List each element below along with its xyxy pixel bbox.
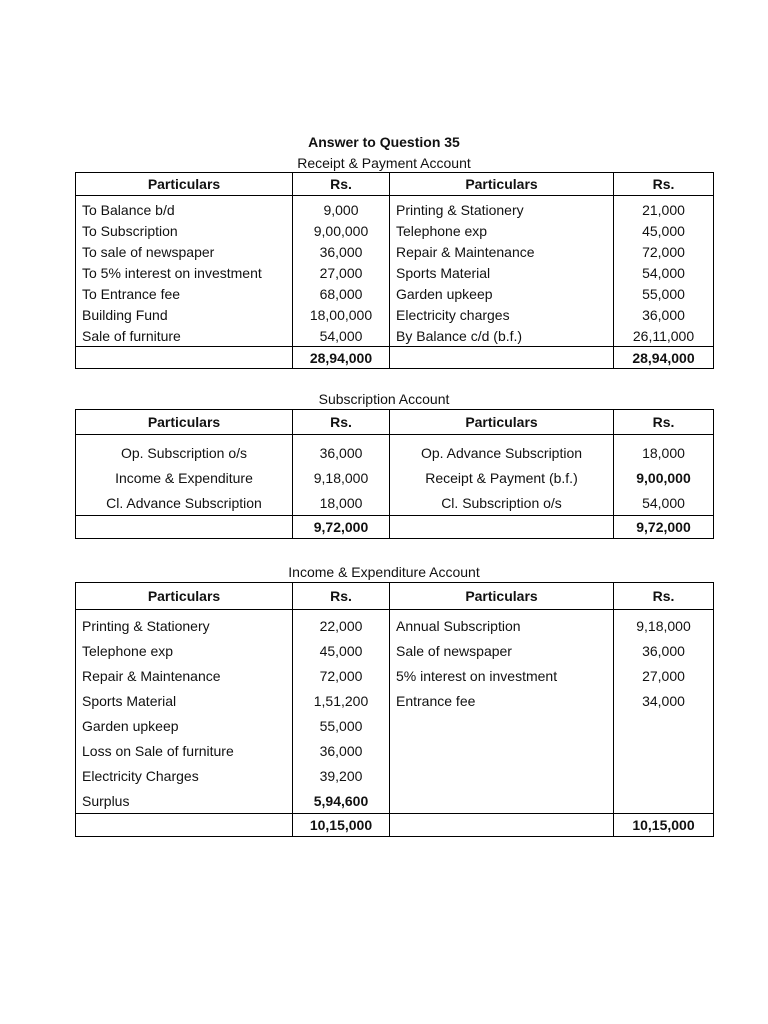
particular-cell: Telephone exp	[390, 220, 614, 241]
table-header-row	[76, 410, 714, 435]
particular-cell: Annual Subscription	[390, 610, 614, 639]
amount-cell	[614, 738, 714, 763]
particular-cell: Telephone exp	[76, 638, 293, 663]
empty-cell	[390, 814, 614, 837]
column-header: Particulars	[76, 410, 293, 435]
particular-cell: To Entrance fee	[76, 283, 293, 304]
particular-cell: To Balance b/d	[76, 196, 293, 221]
table-row	[76, 788, 714, 814]
particular-cell: Electricity charges	[390, 304, 614, 325]
table-row	[76, 713, 714, 738]
total-left: 28,94,000	[293, 347, 390, 369]
amount-cell: 27,000	[614, 663, 714, 688]
amount-cell: 39,200	[293, 763, 390, 788]
total-left: 10,15,000	[293, 814, 390, 837]
table-header-row	[76, 173, 714, 196]
particular-cell: Printing & Stationery	[76, 610, 293, 639]
particular-cell: To sale of newspaper	[76, 241, 293, 262]
amount-cell: 18,00,000	[293, 304, 390, 325]
particular-cell	[390, 763, 614, 788]
table-row	[76, 738, 714, 763]
column-header: Rs.	[293, 173, 390, 196]
column-header: Rs.	[614, 410, 714, 435]
table-row	[76, 304, 714, 325]
amount-cell: 34,000	[614, 688, 714, 713]
amount-cell: 36,000	[614, 638, 714, 663]
table-row	[76, 490, 714, 516]
particular-cell: To Subscription	[76, 220, 293, 241]
column-header: Particulars	[390, 173, 614, 196]
empty-cell	[76, 347, 293, 369]
income-expenditure-table	[75, 582, 714, 837]
table-row	[76, 262, 714, 283]
particular-cell: Income & Expenditure	[76, 465, 293, 490]
column-header: Particulars	[390, 583, 614, 610]
amount-cell: 18,000	[614, 435, 714, 466]
amount-cell: 36,000	[293, 241, 390, 262]
amount-cell: 36,000	[293, 738, 390, 763]
subscription-title: Subscription Account	[318, 391, 450, 407]
total-left: 9,72,000	[293, 516, 390, 539]
column-header: Particulars	[390, 410, 614, 435]
particular-cell: Cl. Subscription o/s	[390, 490, 614, 516]
amount-cell: 9,00,000	[614, 465, 714, 490]
particular-cell: Receipt & Payment (b.f.)	[390, 465, 614, 490]
amount-cell	[614, 763, 714, 788]
amount-cell: 9,000	[293, 196, 390, 221]
amount-cell: 55,000	[614, 283, 714, 304]
amount-cell: 9,18,000	[293, 465, 390, 490]
table-row	[76, 763, 714, 788]
table-row	[76, 241, 714, 262]
table-row	[76, 435, 714, 466]
amount-cell	[614, 713, 714, 738]
column-header: Particulars	[76, 583, 293, 610]
particular-cell: Garden upkeep	[390, 283, 614, 304]
amount-cell: 5,94,600	[293, 788, 390, 814]
amount-cell: 9,00,000	[293, 220, 390, 241]
amount-cell: 68,000	[293, 283, 390, 304]
column-header: Rs.	[293, 583, 390, 610]
table-row	[76, 638, 714, 663]
amount-cell: 36,000	[614, 304, 714, 325]
amount-cell: 45,000	[614, 220, 714, 241]
particular-cell: Sale of newspaper	[390, 638, 614, 663]
amount-cell: 9,18,000	[614, 610, 714, 639]
particular-cell: Repair & Maintenance	[390, 241, 614, 262]
particular-cell: Electricity Charges	[76, 763, 293, 788]
amount-cell: 45,000	[293, 638, 390, 663]
particular-cell: Op. Subscription o/s	[76, 435, 293, 466]
amount-cell: 18,000	[293, 490, 390, 516]
empty-cell	[76, 814, 293, 837]
empty-cell	[76, 516, 293, 539]
column-header: Rs.	[293, 410, 390, 435]
table-row	[76, 610, 714, 639]
amount-cell: 27,000	[293, 262, 390, 283]
receipt-payment-title: Receipt & Payment Account	[297, 155, 471, 171]
amount-cell: 22,000	[293, 610, 390, 639]
table-row	[76, 283, 714, 304]
particular-cell: Op. Advance Subscription	[390, 435, 614, 466]
empty-cell	[390, 347, 614, 369]
table-row	[76, 196, 714, 221]
amount-cell	[614, 788, 714, 814]
column-header: Particulars	[76, 173, 293, 196]
particular-cell: 5% interest on investment	[390, 663, 614, 688]
particular-cell: Loss on Sale of furniture	[76, 738, 293, 763]
particular-cell: Sports Material	[76, 688, 293, 713]
amount-cell: 1,51,200	[293, 688, 390, 713]
amount-cell: 54,000	[614, 490, 714, 516]
amount-cell: 55,000	[293, 713, 390, 738]
particular-cell: Printing & Stationery	[390, 196, 614, 221]
amount-cell: 54,000	[614, 262, 714, 283]
total-right: 28,94,000	[614, 347, 714, 369]
total-right: 9,72,000	[614, 516, 714, 539]
amount-cell: 72,000	[614, 241, 714, 262]
total-right: 10,15,000	[614, 814, 714, 837]
particular-cell: Garden upkeep	[76, 713, 293, 738]
column-header: Rs.	[614, 583, 714, 610]
particular-cell	[390, 713, 614, 738]
particular-cell: Sports Material	[390, 262, 614, 283]
total-row	[76, 814, 714, 837]
amount-cell: 54,000	[293, 325, 390, 347]
particular-cell: Entrance fee	[390, 688, 614, 713]
particular-cell: Sale of furniture	[76, 325, 293, 347]
amount-cell: 21,000	[614, 196, 714, 221]
amount-cell: 26,11,000	[614, 325, 714, 347]
particular-cell: Surplus	[76, 788, 293, 814]
particular-cell: Cl. Advance Subscription	[76, 490, 293, 516]
subscription-table	[75, 409, 714, 539]
particular-cell	[390, 738, 614, 763]
income-expenditure-title: Income & Expenditure Account	[288, 564, 480, 580]
particular-cell: By Balance c/d (b.f.)	[390, 325, 614, 347]
table-header-row	[76, 583, 714, 610]
particular-cell: Building Fund	[76, 304, 293, 325]
table-row	[76, 325, 714, 347]
amount-cell: 72,000	[293, 663, 390, 688]
amount-cell: 36,000	[293, 435, 390, 466]
particular-cell: To 5% interest on investment	[76, 262, 293, 283]
table-row	[76, 688, 714, 713]
total-row	[76, 516, 714, 539]
receipt-payment-table	[75, 172, 714, 369]
particular-cell	[390, 788, 614, 814]
particular-cell: Repair & Maintenance	[76, 663, 293, 688]
table-row	[76, 220, 714, 241]
total-row	[76, 347, 714, 369]
column-header: Rs.	[614, 173, 714, 196]
empty-cell	[390, 516, 614, 539]
table-row	[76, 663, 714, 688]
table-row	[76, 465, 714, 490]
page-title: Answer to Question 35	[308, 134, 460, 150]
